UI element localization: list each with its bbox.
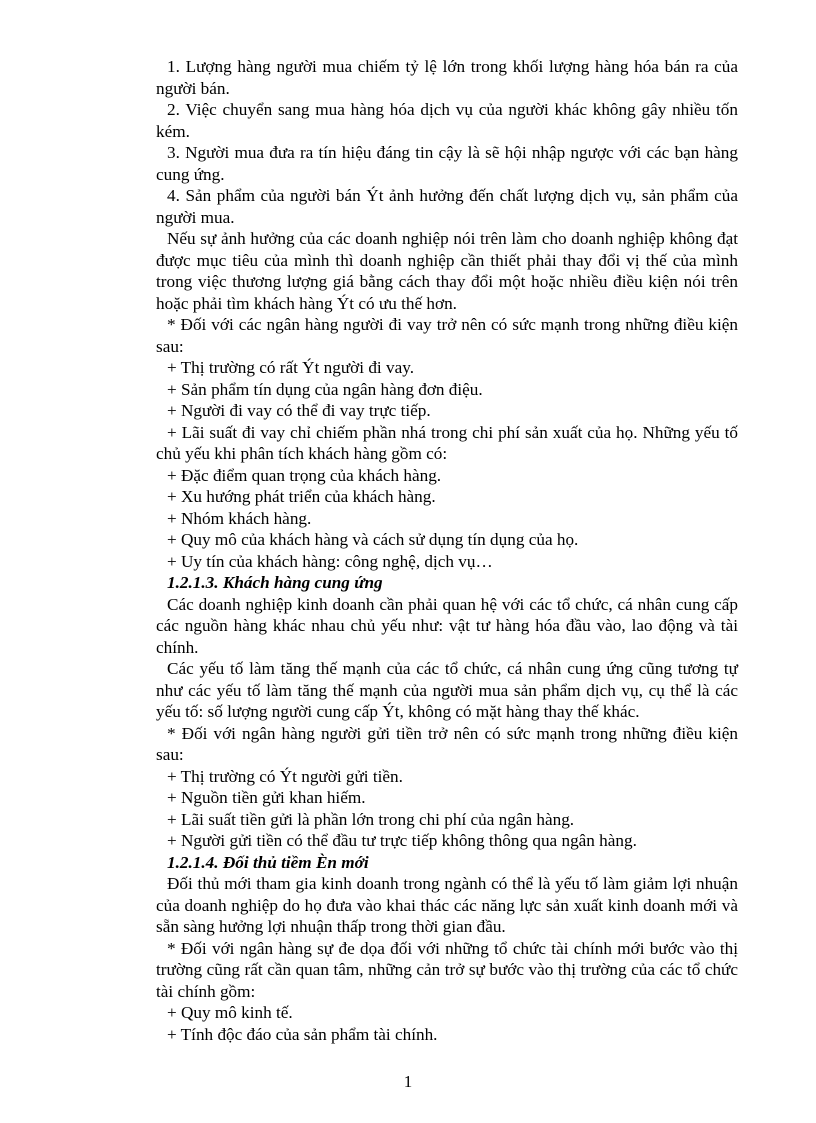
list-item: + Người gửi tiền có thể đầu tư trực tiếp không thông qua ngân hàng.	[167, 831, 637, 850]
paragraph: 3. Người mua đưa ra tín hiệu đáng tin cậy là sẽ hội nhập ngược với các bạn hàng cung ứng.	[156, 143, 738, 184]
paragraph: + Lãi suất đi vay chỉ chiếm phần nhá trong chi phí sản xuất của họ. Những yếu tố chủ yếu khi phân tích khách hàng gồm có:	[156, 422, 738, 463]
list-item: + Tính độc đáo của sản phẩm tài chính.	[167, 1024, 438, 1044]
paragraph: * Đối với ngân hàng sự đe dọa đối với những tổ chức tài chính mới bước vào thị trường cũng rất cần quan tâm, những cản trở sự bước vào thị trường của các tổ chức tài chính gồm:	[156, 938, 738, 1001]
paragraph: 1. Lượng hàng người mua chiếm tỷ lệ lớn trong khối lượng hàng hóa bán ra của người bán.	[156, 57, 738, 98]
document-body	[156, 56, 738, 1045]
paragraph: Đối thủ mới tham gia kinh doanh trong ngành có thể là yếu tố làm giảm lợi nhuận của doanh nghiệp do họ đưa vào khai thác các năng lực sản xuất kinh doanh mới và sẵn sàng hưởng lợi nhuận thấp trong thời gian đầu.	[156, 874, 738, 936]
paragraph: 2. Việc chuyển sang mua hàng hóa dịch vụ của người khác không gây nhiều tốn kém.	[156, 100, 738, 141]
list-item: + Người đi vay có thể đi vay trực tiếp.	[167, 401, 431, 420]
page-number: 1	[403, 1072, 413, 1091]
list-item: + Nhóm khách hàng.	[167, 508, 312, 528]
list-item: + Thị trường có rất Ýt người đi vay.	[167, 358, 414, 377]
paragraph: * Đối với ngân hàng người gửi tiền trở nên có sức mạnh trong những điều kiện sau:	[156, 723, 738, 764]
paragraph: 4. Sản phẩm của người bán Ýt ảnh hưởng đến chất lượng dịch vụ, sản phẩm của người mua.	[156, 186, 738, 227]
paragraph: Các yếu tố làm tăng thế mạnh của các tổ chức, cá nhân cung ứng cũng tương tự như các yếu tố làm tăng thế mạnh của người mua sản phẩm dịch vụ, cụ thể là các yếu tố: số lượng người cung cấp Ýt, không có mặt hàng thay thế khác.	[156, 659, 738, 721]
paragraph: Các doanh nghiệp kinh doanh cần phải quan hệ với các tổ chức, cá nhân cung cấp các nguồn hàng khác nhau chủ yếu như: vật tư hàng hóa đầu vào, lao động và tài chính.	[156, 594, 738, 657]
list-item: + Lãi suất tiền gửi là phần lớn trong chi phí của ngân hàng.	[167, 809, 575, 829]
list-item: + Thị trường có Ýt người gửi tiền.	[167, 766, 403, 786]
section-heading: 1.2.1.3. Khách hàng cung ứng	[167, 573, 383, 592]
section-heading: 1.2.1.4. Đối thủ tiềm Èn mới	[167, 852, 369, 872]
list-item: + Sản phẩm tín dụng của ngân hàng đơn điệu.	[167, 379, 483, 399]
list-item: + Uy tín của khách hàng: công nghệ, dịch vụ…	[167, 551, 493, 571]
list-item: + Đặc điểm quan trọng của khách hàng.	[167, 465, 442, 485]
paragraph: Nếu sự ảnh hưởng của các doanh nghiệp nói trên làm cho doanh nghiệp không đạt được mục tiêu của mình thì doanh nghiệp cần thiết phải thay đổi vị thế của mình trong việc thương lượng giá bằng cách thay đổi một hoặc nhiều điều kiện nói trên hoặc phải tìm khách hàng Ýt có ưu thế hơn.	[156, 229, 738, 313]
list-item: + Quy mô của khách hàng và cách sử dụng tín dụng của họ.	[167, 530, 579, 549]
paragraph: * Đối với các ngân hàng người đi vay trở nên có sức mạnh trong những điều kiện sau:	[156, 315, 738, 356]
list-item: + Quy mô kinh tế.	[167, 1003, 293, 1022]
list-item: + Nguồn tiền gửi khan hiếm.	[167, 788, 366, 807]
list-item: + Xu hướng phát triển của khách hàng.	[167, 487, 436, 506]
